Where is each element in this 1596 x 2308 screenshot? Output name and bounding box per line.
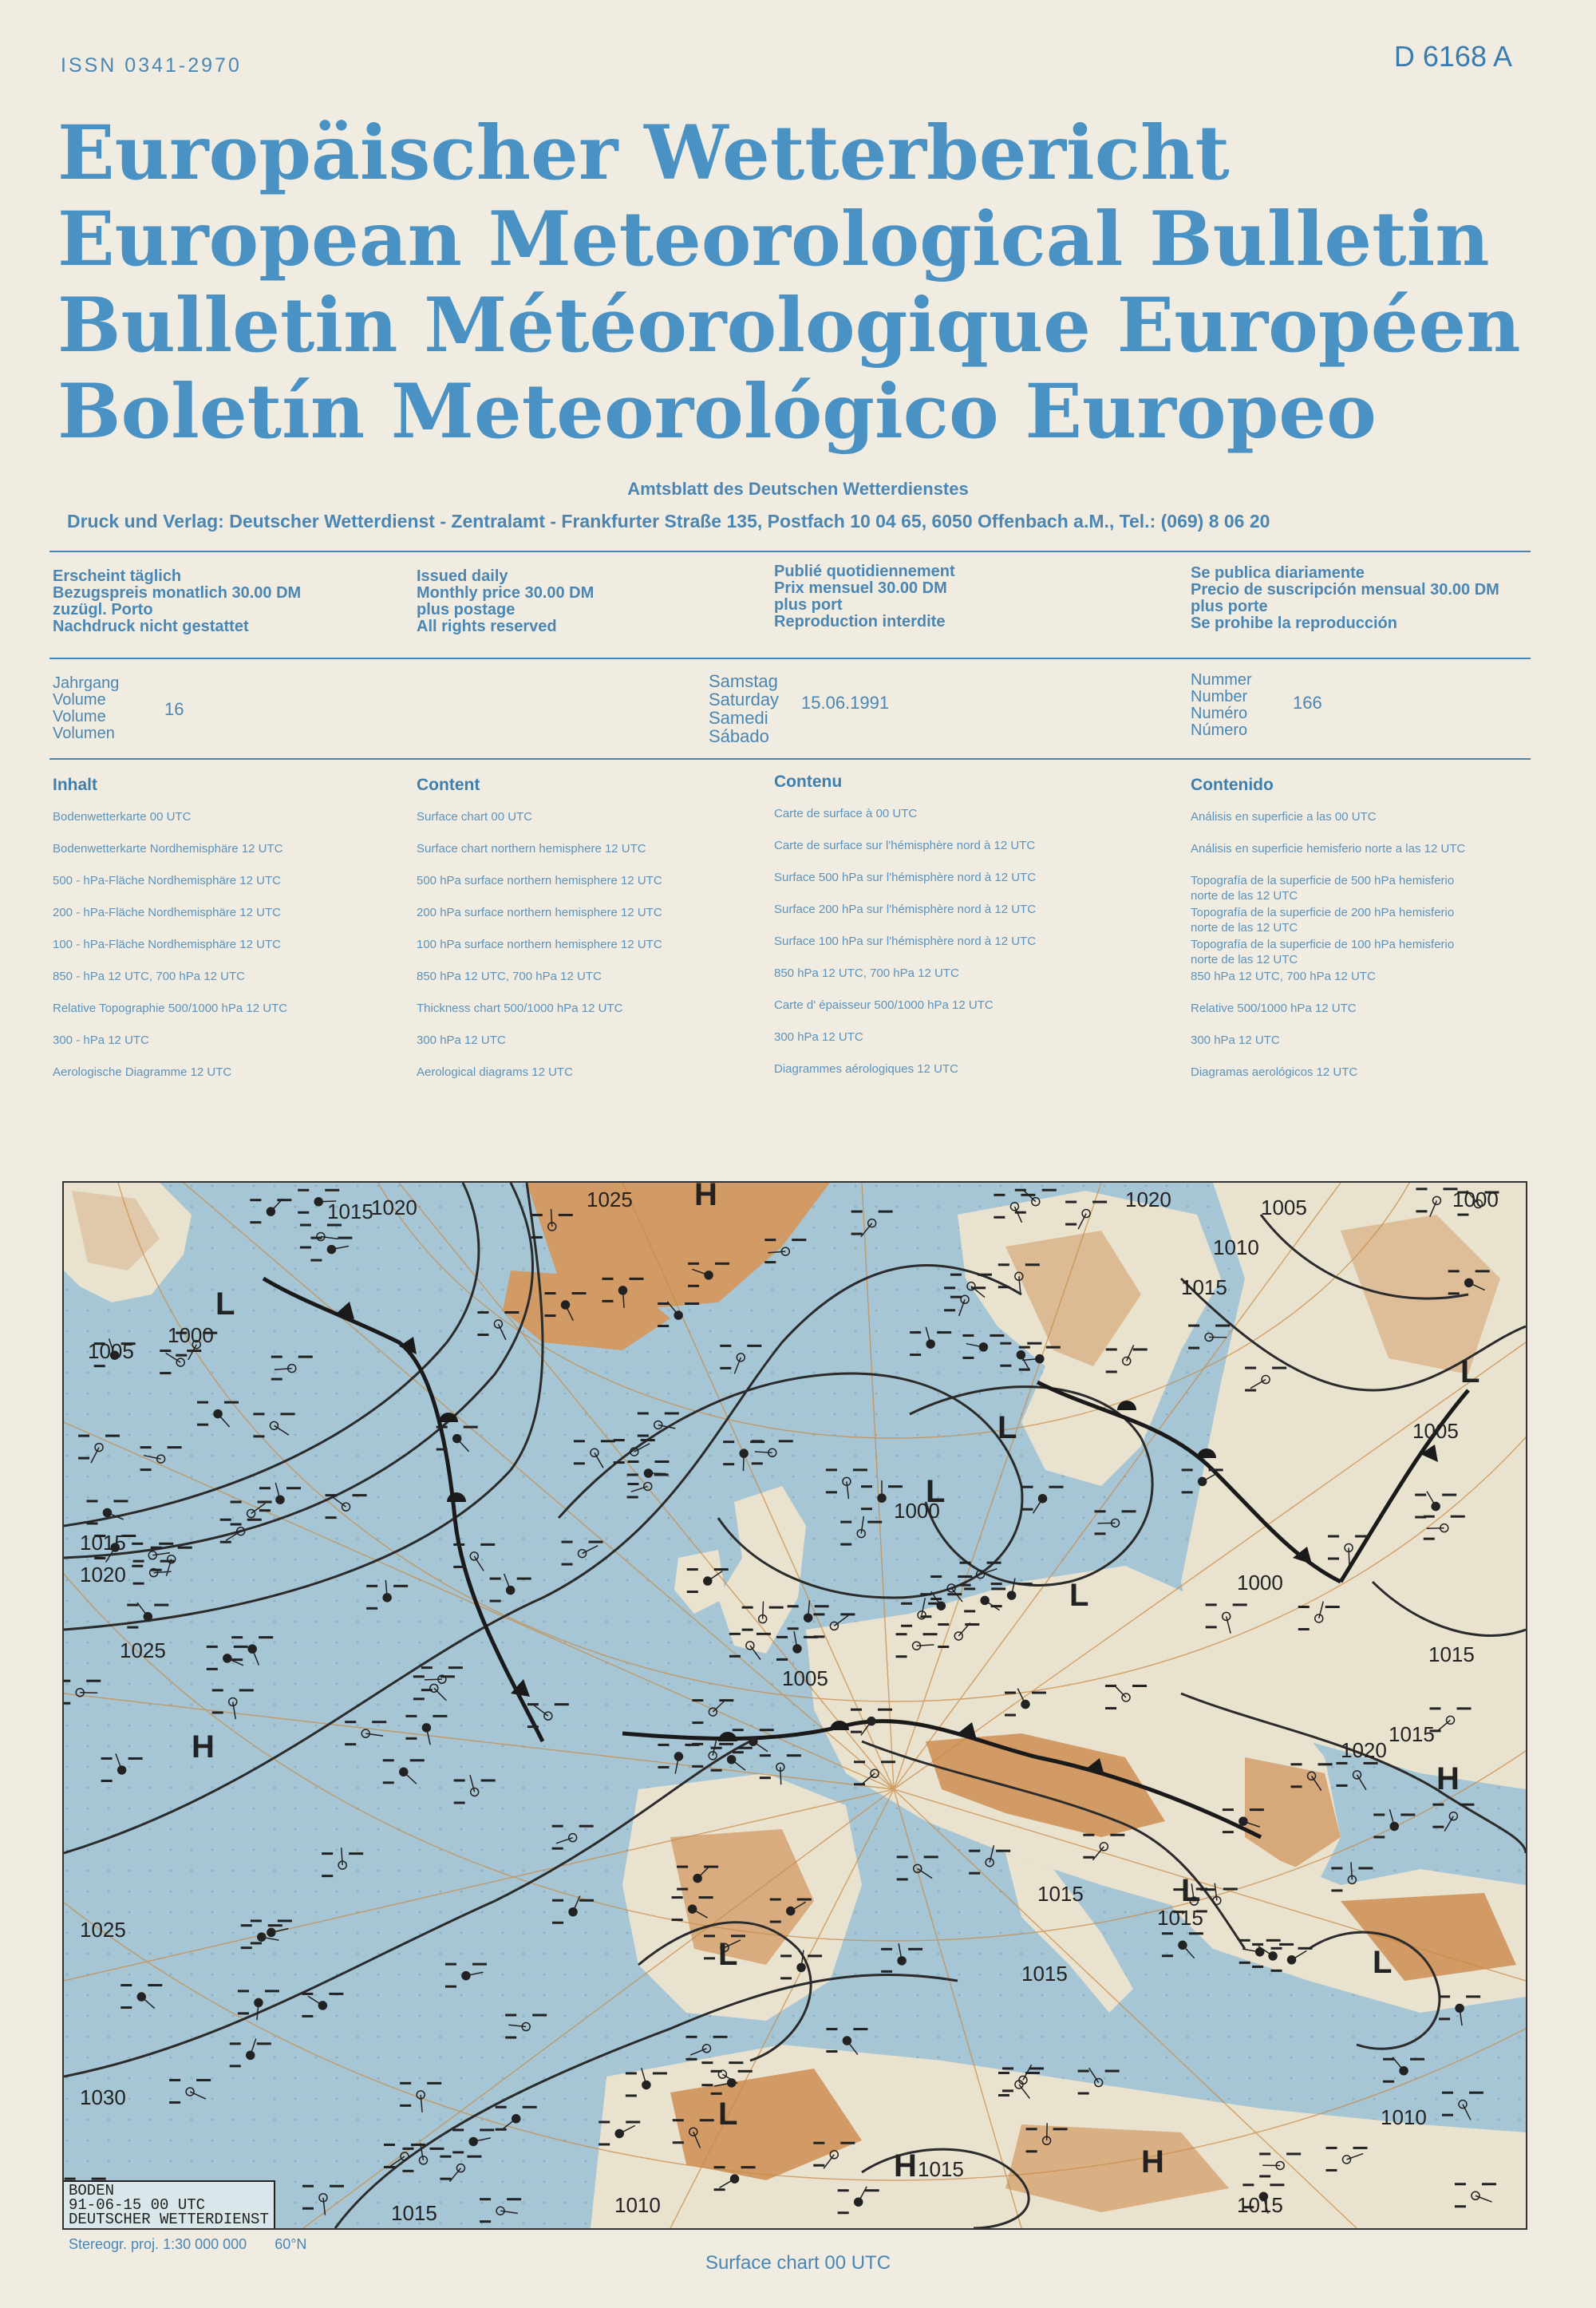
isobar-label: 1015 (1389, 1722, 1435, 1746)
high-pressure-center: H (694, 1183, 717, 1212)
subscription-german: Erscheint täglich Bezugspreis monatlich 30.00 DM zuzügl. Porto Nachdruck nicht gestattet (53, 567, 302, 635)
isobar-label: 1000 (1452, 1188, 1499, 1211)
low-pressure-center: L (1373, 1945, 1393, 1980)
contents-heading: Contenido (1191, 776, 1274, 794)
contents-item: Surface 200 hPa sur l'hémisphère nord à 12 UTC (774, 903, 1037, 916)
contents-item: Surface 500 hPa sur l'hémisphère nord à 12 UTC (774, 871, 1037, 884)
publisher-line: Druck und Verlag: Deutscher Wetterdienst - Zentralamt - Frankfurter Straße 135, Postfach 10 04 65, 6050 Offenbach a.M., Tel.: (069) 8 06 20 (67, 511, 1270, 532)
isobar-label: 1020 (80, 1563, 126, 1587)
contents-item: 100 hPa surface northern hemisphere 12 UTC (417, 938, 662, 951)
number-labels: Nummer Number Numéro Número (1191, 671, 1252, 739)
divider (49, 758, 1531, 760)
contents-item: 300 hPa 12 UTC (1191, 1033, 1280, 1047)
surface-weather-map (62, 1181, 1527, 2230)
isobar-label: 1015 (1181, 1275, 1227, 1299)
contents-heading: Content (417, 776, 480, 794)
low-pressure-center: L (1181, 1873, 1201, 1908)
contents-item: Carte de surface sur l'hémisphère nord à 12 UTC (774, 839, 1036, 852)
contents-item: Surface chart 00 UTC (417, 810, 533, 824)
contents-item: Análisis en superficie a las 00 UTC (1191, 810, 1377, 824)
contents-item: 200 - hPa-Fläche Nordhemisphäre 12 UTC (53, 906, 281, 919)
isobar-label: 1015 (1428, 1642, 1475, 1666)
contents-item: Topografía de la superficie de 200 hPa hemisferio norte de las 12 UTC (1191, 906, 1455, 935)
contents-item: 850 hPa 12 UTC, 700 hPa 12 UTC (1191, 970, 1376, 983)
title-french: Bulletin Météorologique Européen (57, 282, 1521, 370)
contents-item: 850 - hPa 12 UTC, 700 hPa 12 UTC (53, 970, 245, 983)
contents-item: Diagrammes aérologiques 12 UTC (774, 1062, 958, 1076)
amtsblatt-line: Amtsblatt des Deutschen Wetterdienstes (627, 479, 969, 499)
isobar-label: 1005 (1412, 1419, 1459, 1443)
contents-item: 850 hPa 12 UTC, 700 hPa 12 UTC (417, 970, 602, 983)
isobar-label: 1010 (1381, 2105, 1427, 2129)
issn-number: ISSN 0341-2970 (61, 54, 242, 77)
isobar-label: 1015 (327, 1199, 373, 1223)
isobar-label: 1010 (1213, 1235, 1259, 1259)
isobar-label: 1015 (1157, 1906, 1203, 1930)
isobar-label: 1005 (782, 1666, 828, 1690)
contents-heading: Inhalt (53, 776, 97, 794)
contents-item: 500 - hPa-Fläche Nordhemisphäre 12 UTC (53, 874, 281, 887)
contents-item: Carte d' épaisseur 500/1000 hPa 12 UTC (774, 998, 994, 1012)
low-pressure-center: L (998, 1410, 1017, 1445)
contents-item: Relative Topographie 500/1000 hPa 12 UTC (53, 1002, 288, 1015)
contents-item: 300 - hPa 12 UTC (53, 1033, 149, 1047)
isobar-label: 1020 (1125, 1188, 1171, 1211)
isobar-label: 1015 (1037, 1882, 1084, 1906)
low-pressure-center: L (215, 1286, 235, 1322)
title-spanish: Boletín Meteorológico Europeo (57, 368, 1377, 456)
high-pressure-center: H (894, 2148, 917, 2184)
isobar-label: 1005 (88, 1339, 134, 1363)
isobar-label: 1020 (1341, 1738, 1387, 1762)
isobar-label: 1015 (1237, 2193, 1283, 2217)
low-pressure-center: L (1460, 1354, 1480, 1389)
isobar-label: 1030 (80, 2085, 126, 2109)
contents-item: Topografía de la superficie de 100 hPa hemisferio norte de las 12 UTC (1191, 938, 1455, 966)
high-pressure-center: H (1141, 2144, 1164, 2180)
contents-french (774, 773, 1036, 1093)
contents-item: 850 hPa 12 UTC, 700 hPa 12 UTC (774, 966, 959, 980)
contents-item: Aerologische Diagramme 12 UTC (53, 1065, 232, 1079)
bulletin-titles (57, 110, 1534, 455)
contents-item: Carte de surface à 00 UTC (774, 807, 918, 820)
isobar-label: 1025 (587, 1188, 633, 1211)
isobar-label: 1000 (168, 1323, 214, 1347)
subscription-english: Issued daily Monthly price 30.00 DM plus postage All rights reserved (417, 567, 595, 635)
isobar-label: 1015 (918, 2157, 964, 2181)
title-german: Europäischer Wetterbericht (57, 109, 1230, 197)
contents-item: Bodenwetterkarte Nordhemisphäre 12 UTC (53, 842, 283, 856)
subscription-french: Publié quotidiennement Prix mensuel 30.00 DM plus port Reproduction interdite (774, 563, 955, 630)
contents-item: Análisis en superficie hemisferio norte a las 12 UTC (1191, 842, 1466, 856)
issue-number: 166 (1293, 693, 1322, 713)
contents-item: Thickness chart 500/1000 hPa 12 UTC (417, 1002, 623, 1015)
isobar-label: 1025 (80, 1918, 126, 1942)
contents-heading: Contenu (774, 773, 843, 791)
contents-item: 500 hPa surface northern hemisphere 12 UTC (417, 874, 662, 887)
contents-item: 200 hPa surface northern hemisphere 12 UTC (417, 906, 662, 919)
title-english: European Meteorological Bulletin (57, 196, 1490, 283)
contents-item: Relative 500/1000 hPa 12 UTC (1191, 1002, 1357, 1015)
high-pressure-center: H (192, 1729, 215, 1765)
isobar-label: 1000 (894, 1499, 940, 1523)
contents-item: Aerological diagrams 12 UTC (417, 1065, 573, 1079)
low-pressure-center: L (718, 1937, 738, 1972)
low-pressure-center: L (1069, 1578, 1089, 1613)
contents-item: Topografía de la superficie de 500 hPa hemisferio norte de las 12 UTC (1191, 874, 1455, 903)
isobar-label: 1010 (614, 2193, 661, 2217)
isobar-label: 1015 (391, 2201, 437, 2225)
volume-value: 16 (164, 699, 184, 719)
contents-spanish (1191, 776, 1465, 1097)
divider (49, 551, 1531, 552)
document-number: D 6168 A (1393, 40, 1512, 73)
contents-english (417, 776, 662, 1097)
subscription-spanish: Se publica diariamente Precio de suscripción mensual 30.00 DM plus porte Se prohibe la reproducción (1191, 564, 1499, 632)
isobar-label: 1005 (1261, 1195, 1307, 1219)
contents-item: Surface 100 hPa sur l'hémisphère nord à 12 UTC (774, 935, 1037, 948)
high-pressure-center: H (1436, 1761, 1460, 1796)
isobar-label: 1025 (120, 1638, 166, 1662)
isobar-label: 1020 (371, 1195, 417, 1219)
contents-item: 300 hPa 12 UTC (774, 1030, 863, 1044)
isobar-label: 1015 (80, 1531, 126, 1555)
low-pressure-center: L (718, 2097, 738, 2132)
divider (49, 658, 1531, 659)
contents-item: Diagramas aerológicos 12 UTC (1191, 1065, 1358, 1079)
contents-item: Surface chart northern hemisphere 12 UTC (417, 842, 646, 856)
day-labels: Samstag Saturday Samedi Sábado (709, 671, 780, 746)
contents-item: Bodenwetterkarte 00 UTC (53, 810, 192, 824)
contents-item: 100 - hPa-Fläche Nordhemisphäre 12 UTC (53, 938, 281, 951)
projection-note: Stereogr. proj. 1:30 000 000 60°N (69, 2236, 307, 2252)
map-caption: Surface chart 00 UTC (705, 2252, 891, 2274)
map-info-box: BODEN 91-06-15 00 UTC DEUTSCHER WETTERDIENST (64, 2180, 275, 2228)
contents-item: 300 hPa 12 UTC (417, 1033, 506, 1047)
issue-date: 15.06.1991 (801, 693, 890, 713)
map-drawing (64, 1183, 1526, 2228)
contents-german (53, 776, 287, 1097)
isobar-label: 1015 (1021, 1962, 1068, 1986)
isobar-label: 1000 (1237, 1571, 1283, 1595)
low-pressure-center: L (926, 1474, 946, 1509)
volume-labels: Jahrgang Volume Volume Volumen (53, 674, 120, 742)
